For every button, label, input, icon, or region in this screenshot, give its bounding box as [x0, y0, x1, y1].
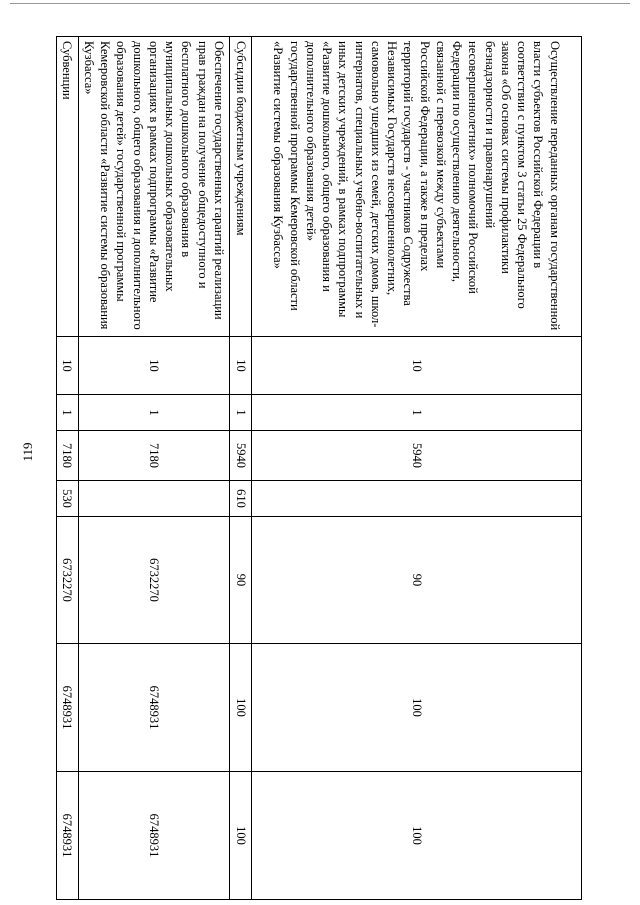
cell-amount-1: 6732270: [56, 517, 78, 644]
cell-amount-2: 100: [252, 644, 582, 772]
cell-target-article: 7180: [78, 431, 229, 481]
row-name: Субвенции: [56, 37, 78, 337]
cell-expense-type: [252, 481, 582, 517]
budget-table: [56, 36, 582, 900]
scan-edge-line: [10, 3, 630, 4]
cell-amount-3: 6748931: [78, 772, 229, 900]
table-row: [78, 37, 229, 900]
cell-amount-3: 100: [252, 772, 582, 900]
cell-section: 10: [230, 337, 252, 395]
cell-expense-type: 530: [56, 481, 78, 517]
cell-target-article: 5940: [252, 431, 582, 481]
cell-amount-3: 6748931: [56, 772, 78, 900]
cell-target-article: 5940: [230, 431, 252, 481]
cell-section: 10: [78, 337, 229, 395]
cell-expense-type: [78, 481, 229, 517]
table-row: [252, 37, 582, 900]
cell-amount-3: 100: [230, 772, 252, 900]
rotated-page-content: [58, 36, 582, 899]
page-number: 119: [20, 442, 35, 462]
cell-amount-2: 6748931: [56, 644, 78, 772]
cell-subsection: 1: [78, 395, 229, 431]
cell-amount-2: 6748931: [78, 644, 229, 772]
cell-amount-2: 100: [230, 644, 252, 772]
cell-amount-1: 6732270: [78, 517, 229, 644]
cell-expense-type: 610: [230, 481, 252, 517]
cell-subsection: 1: [252, 395, 582, 431]
cell-target-article: 7180: [56, 431, 78, 481]
cell-amount-1: 90: [252, 517, 582, 644]
cell-section: 10: [56, 337, 78, 395]
row-name: Обеспечение государственных гарантий реализации прав граждан на получение общедоступного и бесплатного дошкольного образования в муниципальных дошкольных образовательных организациях в рамках подпрограммы «Развитие дошкольного, общего образования и дополнительного образования детей» государственной программы Кемеровской области «Развитие системы образования Кузбасса»: [78, 37, 229, 337]
table-row: [230, 37, 252, 900]
table-row: [56, 37, 78, 900]
cell-amount-1: 90: [230, 517, 252, 644]
cell-subsection: 1: [230, 395, 252, 431]
row-name: Субсидии бюджетным учреждениям: [230, 37, 252, 337]
cell-section: 10: [252, 337, 582, 395]
cell-subsection: 1: [56, 395, 78, 431]
row-name: Осуществление переданных органам государственной власти субъектов Российской Федерации в соответствии с пунктом 3 статьи 25 Федерального закона «Об основах системы профилактики безнадзорности и правонарушений несовершеннолетних» полномочий Российской Федерации по осуществлению деятельности, связанной с перевозкой между субъектами Российской Федерации, а также в пределах территорий государств - участников Содружества Независимых Государств несовершеннолетних, самовольно ушедших из семей, детских домов, школ-интернатов, специальных учебно-воспитательных и иных детских учреждений, в рамках подпрограммы «Развитие дошкольного, общего образования и дополнительного образования детей» государственной программы Кемеровской области «Развитие системы образования Кузбасса»: [252, 37, 582, 337]
